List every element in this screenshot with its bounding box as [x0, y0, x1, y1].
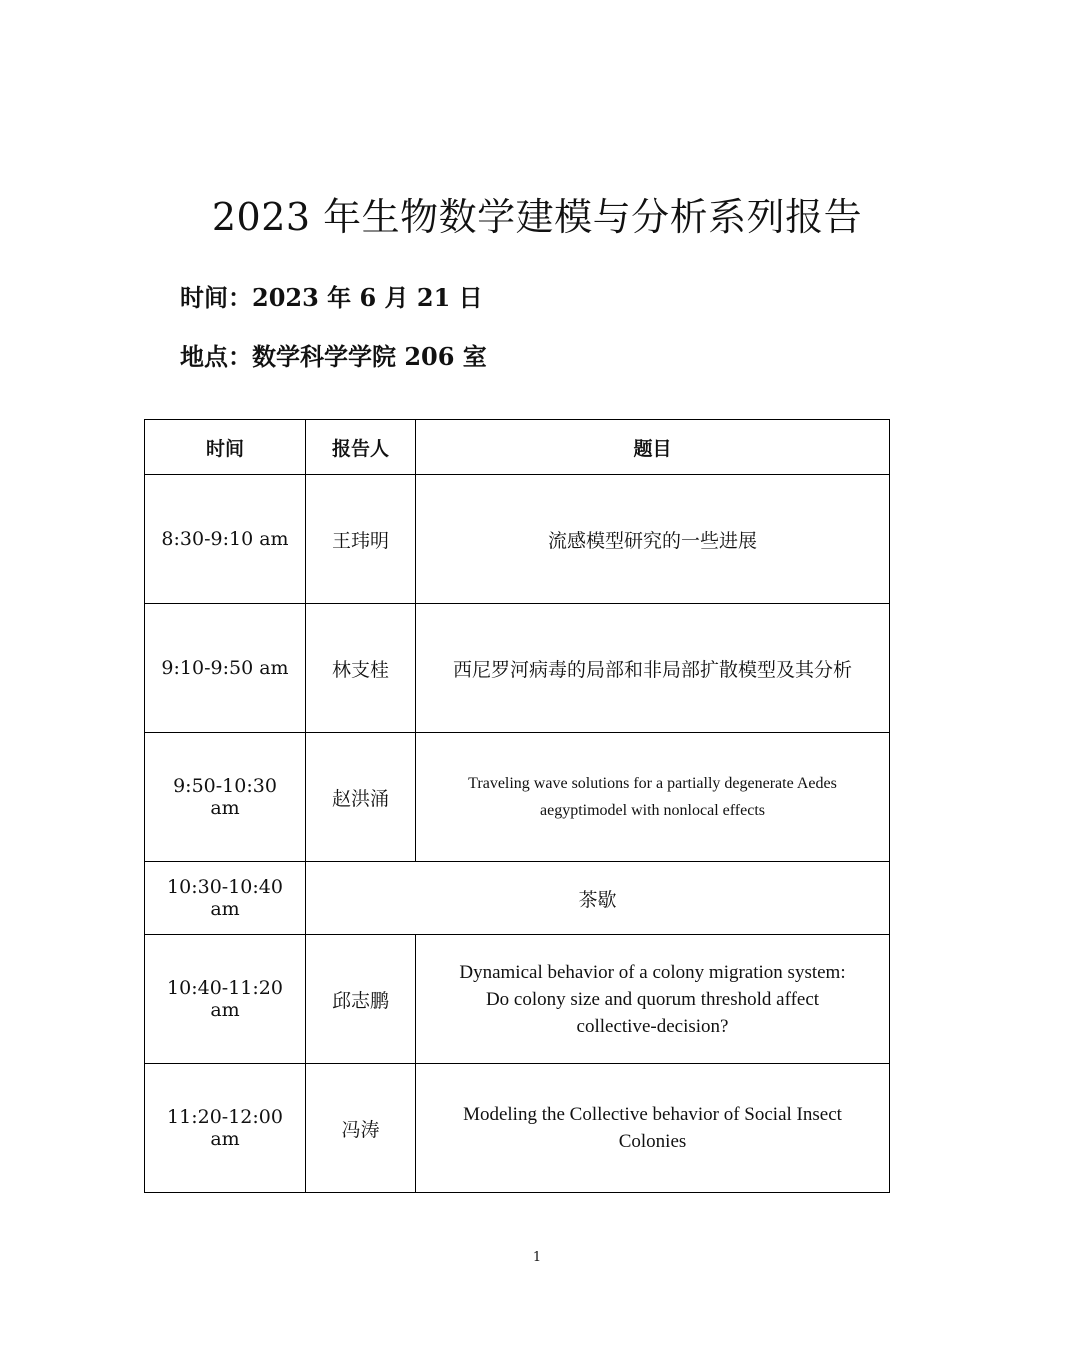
cell-speaker: 林支桂	[306, 604, 416, 733]
cell-break: 茶歇	[306, 862, 890, 935]
header-speaker: 报告人	[306, 420, 416, 475]
table-row	[145, 733, 890, 862]
event-time	[180, 278, 483, 313]
topic-text: 流感模型研究的一些进展	[547, 529, 757, 552]
topic-line: Dynamical behavior of a colony migration system:	[459, 961, 846, 983]
cell-topic	[416, 604, 890, 733]
topic-line: aegyptimodel with nonlocal effects	[540, 802, 765, 819]
topic-line: collective-decision?	[576, 1015, 729, 1037]
cell-time: 10:40-11:20 am	[145, 935, 306, 1064]
cell-time: 10:30-10:40 am	[145, 862, 306, 935]
topic-line: Colonies	[618, 1131, 687, 1152]
topic-line: Traveling wave solutions for a partially degenerate Aedes	[468, 775, 837, 792]
cell-time: 8:30-9:10 am	[145, 475, 306, 604]
table-row	[145, 475, 890, 604]
page-title: 2023 年生物数学建模与分析系列报告	[211, 195, 863, 239]
cell-topic	[416, 935, 890, 1064]
topic-line: Do colony size and quorum threshold affect	[485, 988, 820, 1010]
topic-text: 西尼罗河病毒的局部和非局部扩散模型及其分析	[452, 658, 852, 681]
header-time: 时间	[145, 420, 306, 475]
page-number: 1	[532, 1250, 542, 1265]
cell-speaker: 赵洪涌	[306, 733, 416, 862]
cell-topic	[416, 475, 890, 604]
cell-time: 11:20-12:00 am	[145, 1064, 306, 1193]
time-label: 时间：	[180, 283, 252, 312]
event-place	[180, 337, 487, 372]
cell-time: 9:50-10:30 am	[145, 733, 306, 862]
header-topic: 题目	[416, 420, 890, 475]
table-row	[145, 935, 890, 1064]
cell-speaker: 王玮明	[306, 475, 416, 604]
cell-topic	[416, 1064, 890, 1193]
time-value: 2023 年 6 月 21 日	[252, 283, 483, 312]
cell-speaker: 冯涛	[306, 1064, 416, 1193]
cell-speaker: 邱志鹏	[306, 935, 416, 1064]
table-row	[145, 604, 890, 733]
cell-topic	[416, 733, 890, 862]
table-row-break	[145, 862, 890, 935]
schedule-table	[144, 419, 890, 1193]
cell-time: 9:10-9:50 am	[145, 604, 306, 733]
topic-line: Modeling the Collective behavior of Social Insect	[463, 1104, 842, 1125]
table-header-row	[145, 420, 890, 475]
place-label: 地点：	[180, 342, 252, 371]
table-row	[145, 1064, 890, 1193]
place-value: 数学科学学院 206 室	[252, 342, 487, 371]
